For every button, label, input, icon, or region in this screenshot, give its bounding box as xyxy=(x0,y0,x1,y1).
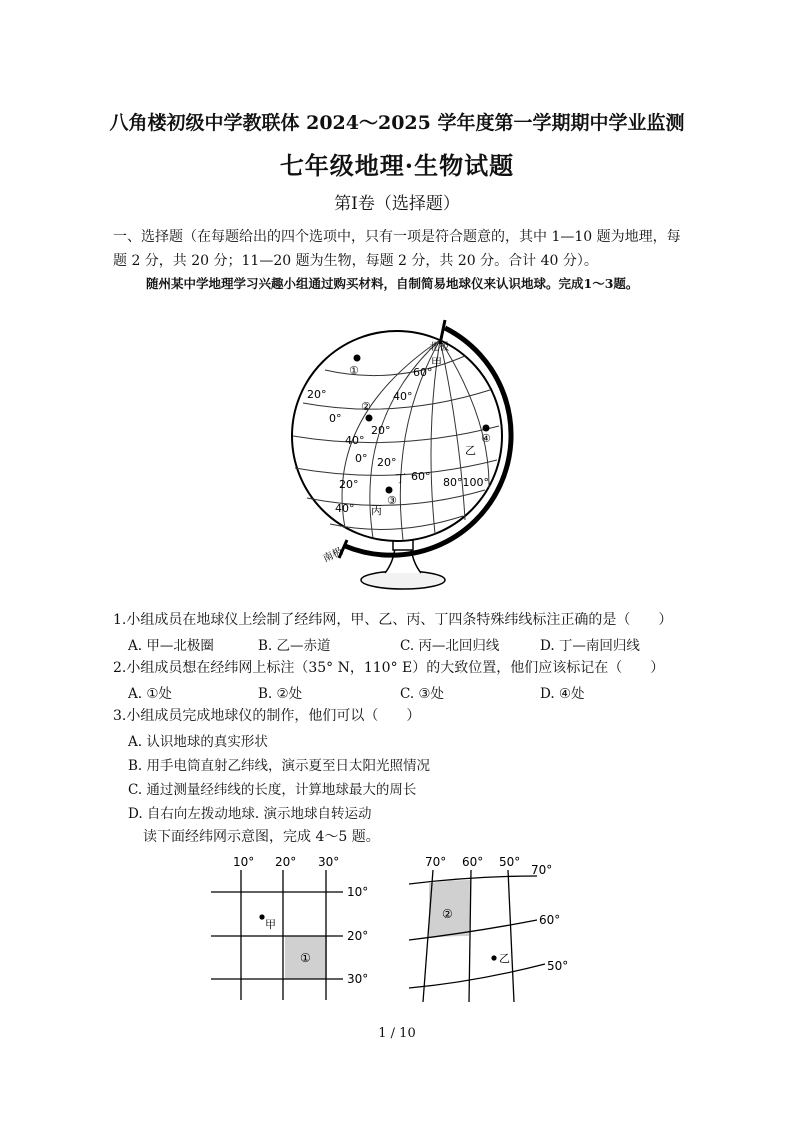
grid-left-lat-label: 30° xyxy=(347,972,369,986)
grid-left-lat-label: 10° xyxy=(347,885,369,899)
lat-label: 60° xyxy=(413,366,433,379)
grid-left-figure xyxy=(208,850,378,1010)
lat-label: 20° xyxy=(377,456,397,469)
read-intro: 读下面经纬网示意图，完成 4～5 题。 xyxy=(143,829,380,845)
line-label-bing: 丙 xyxy=(371,504,382,517)
question-2-option-a[interactable]: A. ①处 xyxy=(128,686,172,702)
lat-label: 0° xyxy=(329,412,342,425)
question-2-option-d[interactable]: D. ④处 xyxy=(540,686,585,702)
lat-label: 20° xyxy=(307,388,327,401)
grid-right-lon-label: 60° xyxy=(462,855,484,869)
point-marker xyxy=(366,415,373,422)
question-2-option-b[interactable]: B. ②处 xyxy=(258,686,303,702)
grid-left-lat-label: 20° xyxy=(347,929,369,943)
grid-left-lon-label: 20° xyxy=(275,855,297,869)
lat-label: 0° xyxy=(355,452,368,465)
grid-right-lat-label: 50° xyxy=(547,959,569,973)
point-label: ④ xyxy=(481,432,491,445)
question-1-option-c[interactable]: C. 丙—北回归线 xyxy=(400,638,500,654)
lat-label: 40° xyxy=(345,434,365,447)
intro-text: 随州某中学地理学习兴趣小组通过购买材料，自制简易地球仪来认识地球。完成1～3题。 xyxy=(146,276,639,291)
question-3-option-c[interactable]: C. 通过测量经纬线的长度，计算地球最大的周长 xyxy=(128,782,417,798)
point-marker xyxy=(386,487,393,494)
question-1-stem: 1.小组成员在地球仪上绘制了经纬网，甲、乙、丙、丁四条特殊纬线标注正确的是（ ） xyxy=(113,612,673,628)
line-label-yi: 乙 xyxy=(465,444,476,457)
north-pole-label: 北极 xyxy=(429,342,449,353)
grid-left-point-label: 甲 xyxy=(265,918,276,931)
instructions-line-2: 题 2 分，共 20 分；11—20 题为生物，每题 2 分，共 20 分。合计 40 分）。 xyxy=(113,253,598,269)
question-3-option-a[interactable]: A. 认识地球的真实形状 xyxy=(128,734,268,750)
point-label: ① xyxy=(349,364,359,377)
south-pole-label: 南极 xyxy=(321,546,345,565)
question-1-option-d[interactable]: D. 丁—南回归线 xyxy=(540,638,640,654)
point-jia-marker xyxy=(259,914,264,919)
grid-right-lon-label: 70° xyxy=(425,855,447,869)
exam-subtitle: 七年级地理·生物试题 xyxy=(279,151,515,180)
point-label: ③ xyxy=(387,494,397,507)
lat-label: 20° xyxy=(371,424,391,437)
instructions-line-1: 一、选择题（在每题给出的四个选项中，只有一项是符合题意的，其中 1—10 题为地理，每 xyxy=(113,229,681,245)
question-3-option-b[interactable]: B. 用手电筒直射乙纬线，演示夏至日太阳光照情况 xyxy=(128,758,431,774)
question-3-option-d[interactable]: D. 自右向左拨动地球. 演示地球自转运动 xyxy=(128,806,372,822)
lat-label: 40° xyxy=(393,390,413,403)
lon-label: 60° xyxy=(411,470,431,483)
point-marker xyxy=(483,425,490,432)
point-marker xyxy=(354,355,361,362)
question-1-option-a[interactable]: A. 甲—北极圈 xyxy=(128,638,214,654)
question-2-option-c[interactable]: C. ③处 xyxy=(400,686,445,702)
lat-label: 20° xyxy=(339,478,359,491)
question-2-stem: 2.小组成员想在经纬网上标注（35° N，110° E）的大致位置，他们应该标记在（ ） xyxy=(113,660,665,676)
lat-label: 40° xyxy=(335,502,355,515)
grid-right-figure xyxy=(405,850,585,1010)
line-label-jia: 甲 xyxy=(431,356,442,369)
point-yi-marker xyxy=(491,955,496,960)
page-number: 1 / 10 xyxy=(378,1026,416,1041)
lon-label: 80°100° xyxy=(443,476,489,489)
section-title: 第Ⅰ卷（选择题） xyxy=(334,194,460,214)
question-3-stem: 3.小组成员完成地球仪的制作，他们可以（ ） xyxy=(113,708,421,724)
grid-right-lon-label: 50° xyxy=(499,855,521,869)
question-1-option-b[interactable]: B. 乙—赤道 xyxy=(258,638,331,654)
grid-right-point-label: 乙 xyxy=(499,952,510,965)
grid-left-cell-label: ① xyxy=(300,951,311,965)
grid-left-lon-label: 30° xyxy=(318,855,340,869)
grid-right-lat-label: 60° xyxy=(539,913,561,927)
exam-title: 八角楼初级中学教联体 2024～2025 学年度第一学期期中学业监测 xyxy=(109,112,685,134)
point-label: ② xyxy=(361,400,371,413)
line-label-ding: 丁 xyxy=(395,472,406,485)
grid-right-cell-label: ② xyxy=(442,907,453,921)
globe-figure xyxy=(285,308,525,598)
grid-left-lon-label: 10° xyxy=(233,855,255,869)
grid-right-lat-label: 70° xyxy=(531,863,553,877)
